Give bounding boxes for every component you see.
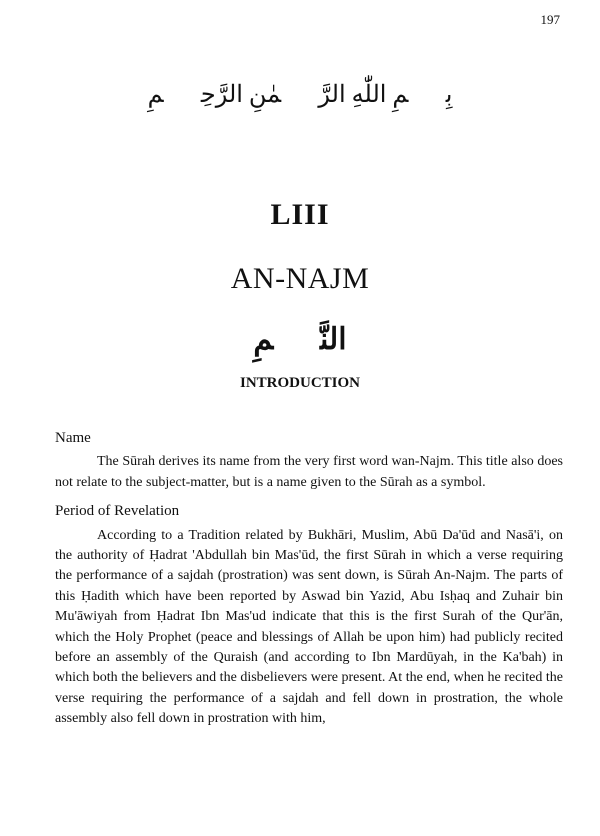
introduction-heading: INTRODUCTION	[239, 375, 360, 391]
bismillah-heading: بِسۡمِ اللّٰهِ الرَّحۡمٰنِ الرَّحِيۡمِ	[147, 82, 453, 108]
chapter-title-arabic: النَّجۡمِ	[253, 323, 347, 356]
paragraph-name: The Sūrah derives its name from the very first word wan-Najm. This title also does not relate to the subject-matter, but is a name given to the Sūrah as a symbol.	[55, 454, 563, 490]
body-text	[55, 428, 563, 730]
page-number: 197	[540, 12, 560, 27]
chapter-number: LIII	[270, 198, 330, 231]
section-heading-name: Name	[55, 430, 91, 446]
paragraph-period-of-revelation: According to a Tradition related by Bukhāri, Muslim, Abū Da'ūd and Nasā'i, on the authority of Ḥadrat 'Abdullah bin Mas'ūd, the first Sūrah in which a verse requiring the performance of a sajdah (prostration) was sent down, is Sūrah An-Najm. The parts of this Ḥadith which have been reported by Aswad bin Yazid, Abu Isḥaq and Zuhair bin Mu'āwiyah from Ḥadrat Ibn Mas'ud indicate that this is the first Surah of the Qur'ān, which the Holy Prophet (peace and blessings of Allah be upon him) had publicly recited before an assembly of the Quraish (and according to Ibn Mardūyah, in the Ka'bah) in which both the believers and the disbelievers were present. At the end, when he recited the verse requiring the performance of a sajdah and fell down in prostration, the whole assembly also fell down in prostration with him,	[55, 527, 563, 727]
section-heading-period-of-revelation: Period of Revelation	[55, 503, 180, 520]
chapter-title: AN-NAJM	[230, 262, 370, 295]
